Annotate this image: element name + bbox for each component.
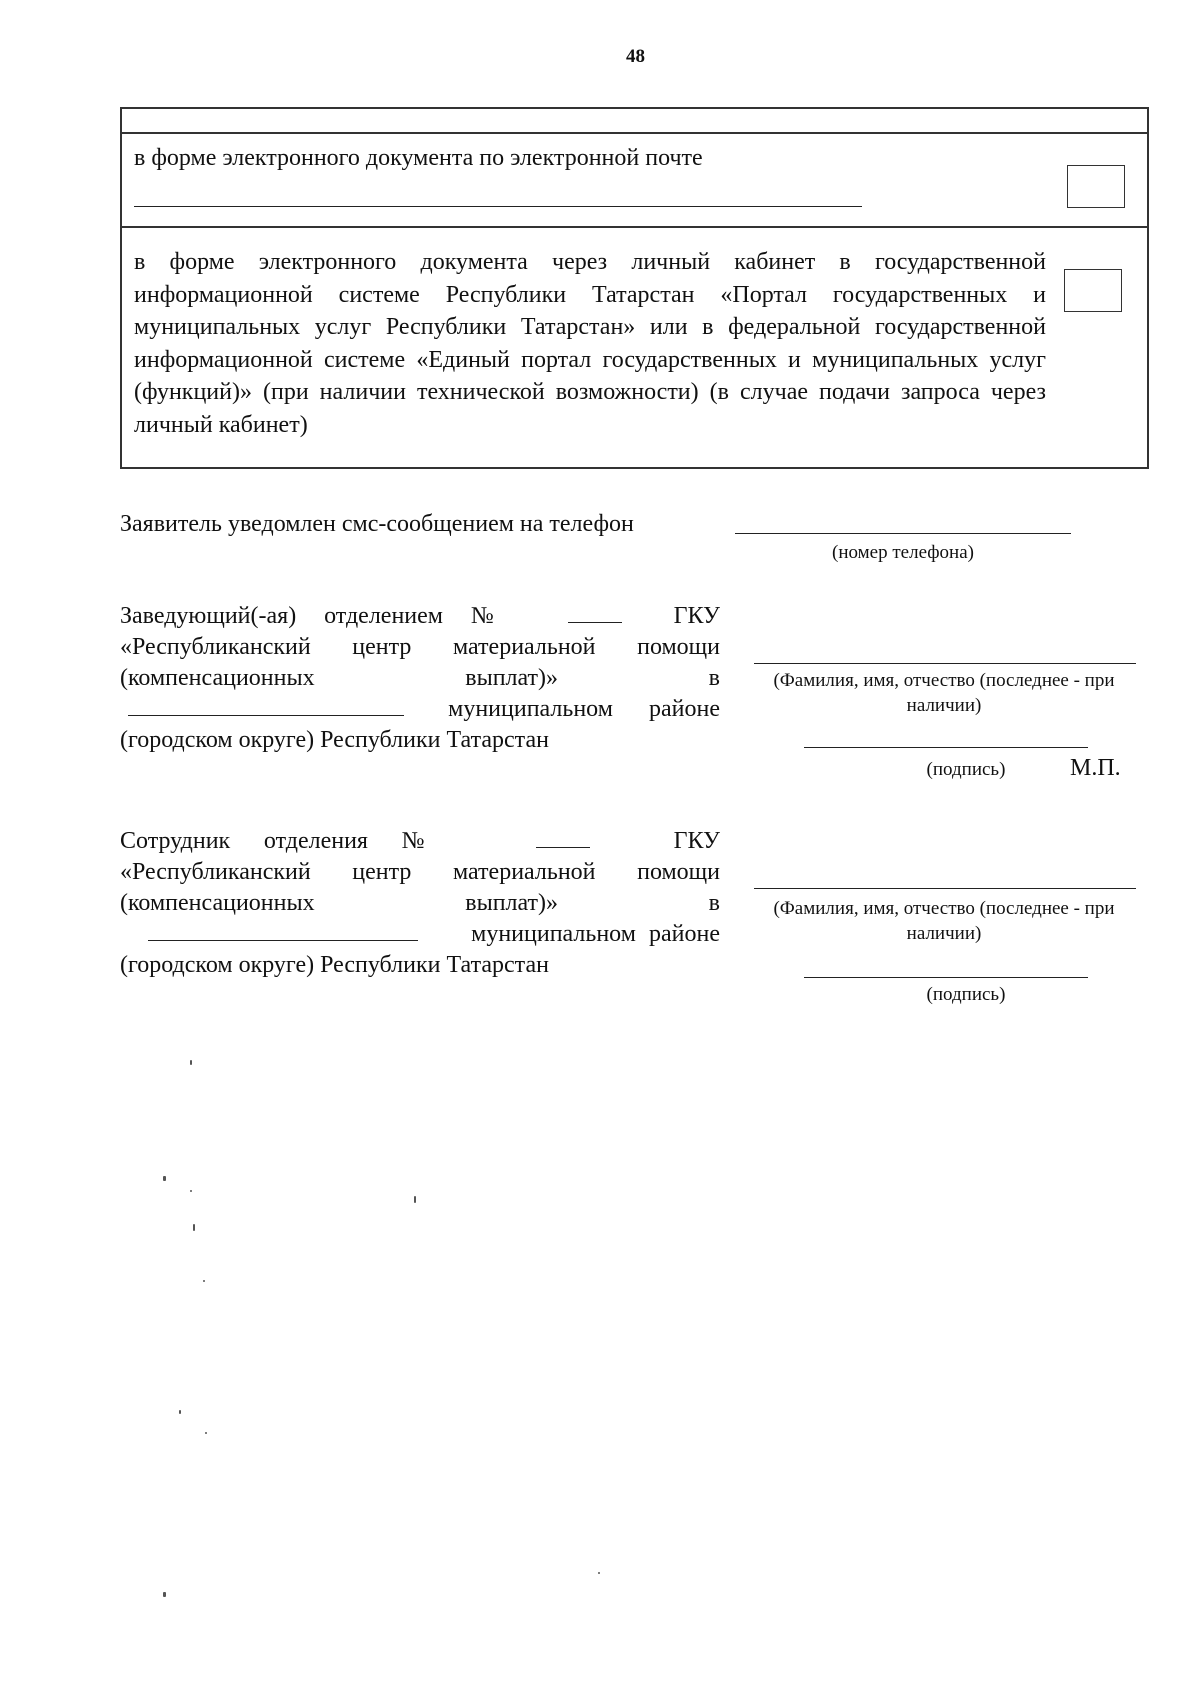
staff-name-caption: (Фамилия, имя, отчество (последнее - при наличии) bbox=[773, 898, 1115, 944]
table-divider bbox=[122, 132, 1147, 134]
scan-speck bbox=[598, 1572, 600, 1574]
staff-gku: ГКУ bbox=[673, 828, 721, 854]
scan-speck bbox=[205, 1432, 207, 1434]
head-district-label: муниципальном районе bbox=[448, 696, 720, 722]
option-email-text: в форме электронного документа по электронной почте bbox=[134, 145, 703, 171]
staff-department-number-blank[interactable] bbox=[536, 827, 590, 848]
staff-name-line[interactable] bbox=[754, 888, 1136, 889]
staff-block bbox=[120, 826, 720, 981]
head-of-department-block bbox=[120, 601, 720, 756]
head-district-blank[interactable] bbox=[128, 695, 404, 716]
option-email-checkbox[interactable] bbox=[1067, 165, 1125, 208]
staff-district-blank[interactable] bbox=[148, 920, 418, 941]
scan-speck bbox=[193, 1224, 195, 1231]
scan-speck bbox=[414, 1196, 416, 1203]
option-portal-checkbox[interactable] bbox=[1064, 269, 1122, 312]
head-name-line[interactable] bbox=[754, 663, 1136, 664]
staff-signature-line[interactable] bbox=[804, 977, 1088, 978]
head-signature-line[interactable] bbox=[804, 747, 1088, 748]
phone-number-line[interactable] bbox=[735, 533, 1071, 534]
staff-signature-caption: (подпись) bbox=[926, 984, 1006, 1005]
head-gku: ГКУ bbox=[673, 603, 721, 629]
table-divider bbox=[122, 226, 1147, 228]
scan-speck bbox=[163, 1592, 166, 1597]
staff-title: Сотрудник отделения № bbox=[120, 828, 453, 854]
head-region: (городском округе) Республики Татарстан bbox=[120, 727, 549, 753]
staff-district-label: муниципальном районе (городском округе) Республики Татарстан bbox=[120, 921, 720, 978]
scan-speck bbox=[190, 1190, 192, 1192]
option-portal-text: в форме электронного документа через личный кабинет в государственной информационной системе Республики Татарстан «Портал государственных и муниципальных услуг Республики Татарстан» или в федеральной государственной информационной системе «Единый портал государственных и муниципальных услуг (функций)» (при наличии технической возможности) (в случае подачи запроса через личный кабинет) bbox=[134, 249, 1046, 438]
stamp-place: М.П. bbox=[1070, 755, 1121, 781]
scan-speck bbox=[190, 1060, 192, 1065]
staff-in: в bbox=[708, 890, 721, 916]
head-name-caption: (Фамилия, имя, отчество (последнее - при наличии) bbox=[773, 670, 1115, 716]
email-address-line[interactable] bbox=[134, 206, 862, 207]
head-center-name: «Республиканский центр материальной помощи (компенсационных выплат)» bbox=[120, 634, 720, 691]
staff-center-name: «Республиканский центр материальной помощи (компенсационных выплат)» bbox=[120, 859, 720, 916]
sms-notification-text: Заявитель уведомлен смс-сообщением на телефон bbox=[120, 511, 634, 537]
page-number: 48 bbox=[626, 46, 645, 67]
scan-speck bbox=[203, 1280, 205, 1282]
head-in: в bbox=[708, 665, 721, 691]
head-title: Заведующий(-ая) отделением № bbox=[120, 603, 516, 629]
scan-speck bbox=[179, 1410, 181, 1414]
department-number-blank[interactable] bbox=[568, 602, 622, 623]
delivery-options-table bbox=[120, 107, 1149, 469]
scan-speck bbox=[163, 1176, 166, 1181]
phone-number-caption: (номер телефона) bbox=[832, 542, 974, 563]
head-signature-caption: (подпись) bbox=[926, 759, 1006, 780]
